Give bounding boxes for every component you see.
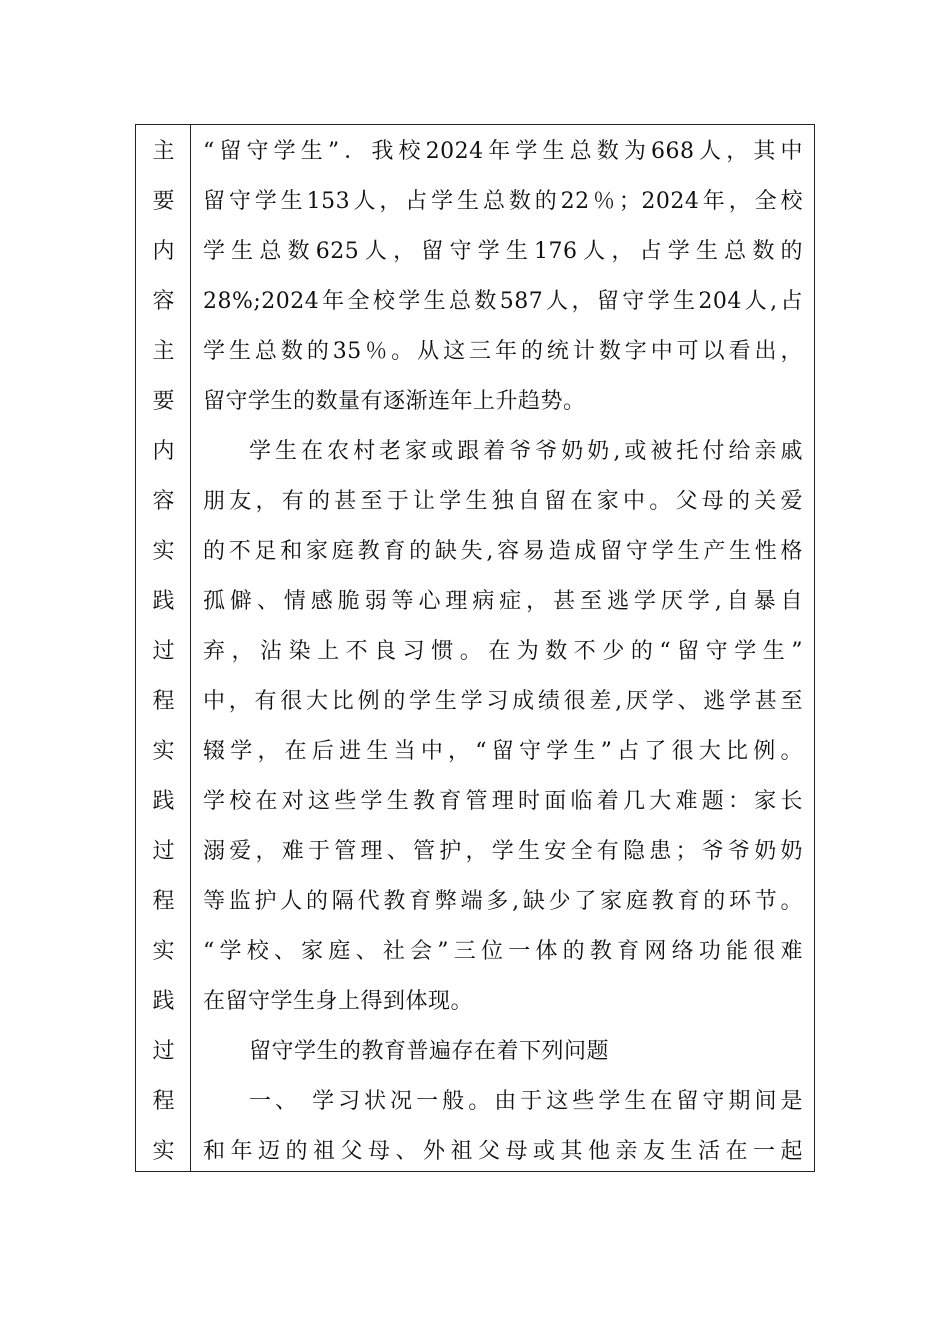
text-line: 的不足和家庭教育的缺失,容易造成留守学生产生性格: [203, 539, 803, 564]
body-text: [191, 125, 814, 1171]
label-char: 内: [152, 439, 175, 464]
content-table: [135, 124, 815, 1172]
label-char: 实: [152, 739, 175, 764]
label-char: 过: [152, 639, 175, 664]
label-char: 容: [152, 289, 175, 314]
label-char: 程: [152, 1089, 175, 1114]
text-line: 等监护人的隔代教育弊端多,缺少了家庭教育的环节。: [203, 889, 803, 914]
label-char: 程: [152, 689, 175, 714]
text-line: 溺爱，难于管理、管护，学生安全有隐患；爷爷奶奶: [203, 839, 803, 864]
label-char: 要: [152, 389, 175, 414]
label-char: 过: [152, 1039, 175, 1064]
paragraph-start-line: 学生在农村老家或跟着爷爷奶奶,或被托付给亲戚: [249, 439, 803, 464]
text-line: 学校在对这些学生教育管理时面临着几大难题：家长: [203, 789, 803, 814]
text-line: 留守学生153人，占学生总数的22％；2024年，全校: [203, 189, 803, 214]
label-char: 主: [152, 139, 175, 164]
section-label-column: [136, 125, 191, 1171]
text-line: “学校、家庭、社会”三位一体的教育网络功能很难: [203, 939, 803, 964]
label-char: 容: [152, 489, 175, 514]
text-line: 留守学生的数量有逐渐连年上升趋势。: [203, 389, 586, 414]
text-line: 孤僻、情感脆弱等心理病症，甚至逃学厌学,自暴自: [203, 589, 803, 614]
label-char: 内: [152, 239, 175, 264]
section-heading-line: 留守学生的教育普遍存在着下列问题: [249, 1039, 610, 1064]
label-char: 践: [152, 989, 175, 1014]
label-char: 实: [152, 539, 175, 564]
label-char: 要: [152, 189, 175, 214]
text-line: 在留守学生身上得到体现。: [203, 989, 474, 1014]
text-line: “留守学生”．我校2024年学生总数为668人，其中: [203, 139, 803, 164]
list-item-line: 一、 学习状况一般。由于这些学生在留守期间是: [249, 1089, 803, 1114]
label-char: 主: [152, 339, 175, 364]
text-line: 弃，沾染上不良习惯。在为数不少的“留守学生”: [203, 639, 803, 664]
label-char: 实: [152, 1139, 175, 1164]
label-char: 践: [152, 789, 175, 814]
text-line: 学生总数625人，留守学生176人，占学生总数的: [203, 239, 803, 264]
label-char: 实: [152, 939, 175, 964]
text-line: 辍学，在后进生当中，“留守学生”占了很大比例。: [203, 739, 803, 764]
text-line: 28%;2024年全校学生总数587人，留守学生204人,占: [203, 289, 803, 314]
text-line: 中，有很大比例的学生学习成绩很差,厌学、逃学甚至: [203, 689, 803, 714]
text-line: 学生总数的35％。从这三年的统计数字中可以看出，: [203, 339, 803, 364]
text-line: 和年迈的祖父母、外祖父母或其他亲友生活在一起: [203, 1139, 803, 1164]
text-line: 朋友，有的甚至于让学生独自留在家中。父母的关爱: [203, 489, 803, 514]
label-char: 程: [152, 889, 175, 914]
label-char: 践: [152, 589, 175, 614]
label-char: 过: [152, 839, 175, 864]
